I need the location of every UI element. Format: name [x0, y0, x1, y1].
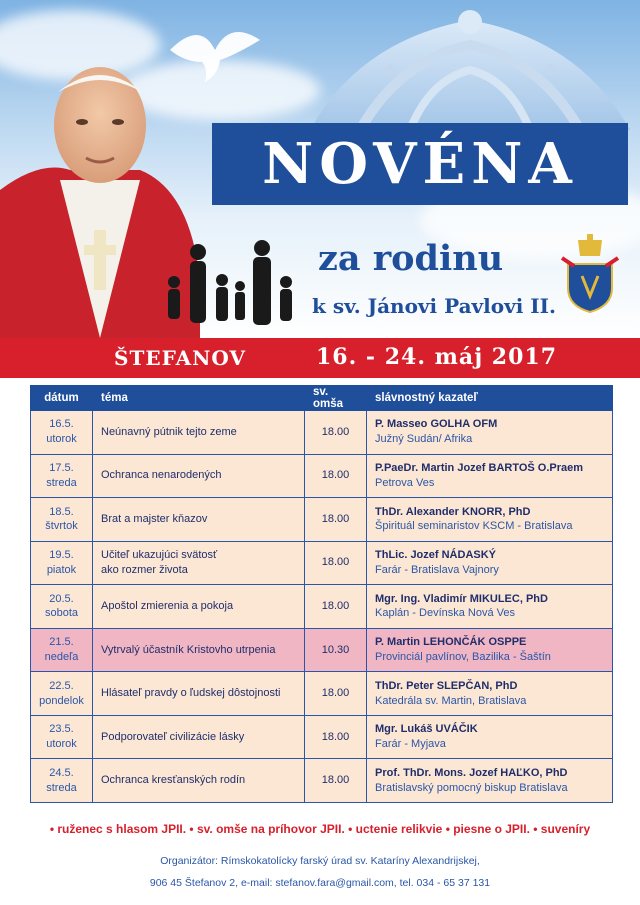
organizer-line: Organizátor: Rímskokatolícky farský úrad sv. Kataríny Alexandrijskej, [160, 855, 480, 867]
topic-cell [93, 585, 305, 629]
date-cell [31, 585, 93, 629]
crown-illustration [300, 0, 640, 130]
preacher-cell [367, 541, 613, 585]
date-cell [31, 628, 93, 672]
table-row [31, 541, 613, 585]
main-title: NOVÉNA [262, 131, 578, 197]
preacher-name: Mgr. Lukáš UVÁČIK [375, 723, 478, 736]
table-row [31, 585, 613, 629]
mass-time: 18.00 [305, 498, 367, 542]
date: 19.5. [49, 549, 74, 562]
location-label: ŠTEFANOV [114, 346, 246, 370]
activities-line: • ruženec s hlasom JPII. • sv. omše na príhovor JPII. • uctenie relikvie • piesne o JPII. • suveníry [49, 822, 591, 836]
preacher-name: P. Masseo GOLHA OFM [375, 418, 498, 431]
preacher-name: ThLic. Jozef NÁDASKÝ [375, 549, 497, 562]
preacher-cell [367, 585, 613, 629]
weekday: streda [46, 476, 77, 489]
table-row [31, 715, 613, 759]
date: 21.5. [49, 636, 74, 649]
preacher-cell [367, 498, 613, 542]
title-banner [212, 123, 628, 205]
topic-cell [93, 672, 305, 716]
topic-cell [93, 454, 305, 498]
schedule-table [30, 385, 613, 803]
preacher-role: Petrova Ves [375, 476, 435, 489]
preacher-name: ThDr. Alexander KNORR, PhD [375, 505, 531, 518]
topic: Ochranca nenarodených [101, 469, 222, 482]
date: 17.5. [49, 461, 74, 474]
mass-time: 18.00 [305, 411, 367, 455]
date-cell [31, 672, 93, 716]
preacher-name: Mgr. Ing. Vladimír MIKULEC, PhD [375, 592, 548, 605]
subtitle-line1: za rodinu [318, 238, 504, 279]
date-range: 16. - 24. máj 2017 [316, 344, 558, 370]
table-row [31, 498, 613, 542]
header-date: dátum [31, 386, 93, 411]
family-silhouette [160, 236, 302, 330]
date: 23.5. [49, 723, 74, 736]
contact-line: 906 45 Štefanov 2, e-mail: stefanov.fara@gmail.com, tel. 034 - 65 37 131 [149, 877, 491, 889]
preacher-cell [367, 628, 613, 672]
weekday: štvrtok [45, 520, 78, 533]
date-cell [31, 454, 93, 498]
hero-banner [0, 0, 640, 338]
topic: Učiteľ ukazujúci svätosť [101, 549, 218, 562]
date: 22.5. [49, 679, 74, 692]
preacher-cell [367, 672, 613, 716]
mass-time: 18.00 [305, 541, 367, 585]
mass-time: 18.00 [305, 672, 367, 716]
preacher-role: Farár - Myjava [375, 738, 446, 751]
table-row [31, 759, 613, 803]
preacher-role: Kaplán - Devínska Nová Ves [375, 607, 516, 620]
date: 16.5. [49, 418, 74, 431]
table-row [31, 672, 613, 716]
date: 18.5. [49, 505, 74, 518]
table-header-row [31, 386, 613, 411]
preacher-role: Južný Sudán/ Afrika [375, 433, 473, 446]
date: 24.5. [49, 766, 74, 779]
coat-of-arms-icon [560, 234, 620, 314]
subtitle-line2: k sv. Jánovi Pavlovi II. [312, 294, 556, 318]
mass-time: 18.00 [305, 585, 367, 629]
mass-time: 10.30 [305, 628, 367, 672]
topic: Ochranca kresťanských rodín [101, 774, 246, 787]
preacher-cell [367, 454, 613, 498]
date-cell [31, 759, 93, 803]
preacher-role: Farár - Bratislava Vajnory [375, 563, 499, 576]
preacher-name: P.PaeDr. Martin Jozef BARTOŠ O.Praem [375, 461, 584, 474]
preacher-name: Prof. ThDr. Mons. Jozef HAĽKO, PhD [375, 766, 568, 779]
weekday: sobota [44, 607, 79, 620]
preacher-role: Bratislavský pomocný biskup Bratislava [375, 781, 568, 794]
weekday: nedeľa [44, 651, 79, 663]
topic-cell [93, 715, 305, 759]
table-row-highlighted [31, 628, 613, 672]
preacher-role: Špirituál seminaristov KSCM - Bratislava [375, 520, 573, 533]
preacher-role: Provinciál pavlínov, Bazilika - Šaštín [375, 651, 551, 663]
preacher-name: ThDr. Peter SLEPČAN, PhD [375, 679, 518, 692]
topic-cell [93, 498, 305, 542]
header-topic: téma [93, 386, 305, 411]
date-cell [31, 715, 93, 759]
location-date-band [0, 338, 640, 378]
date-cell [31, 541, 93, 585]
topic: Hlásateľ pravdy o ľudskej dôstojnosti [101, 687, 281, 700]
table-row [31, 411, 613, 455]
weekday: utorok [46, 433, 77, 446]
topic-cell [93, 759, 305, 803]
date-cell [31, 498, 93, 542]
date-cell [31, 411, 93, 455]
topic: Vytrvalý účastník Kristovho utrpenia [101, 643, 276, 656]
topic: Brat a majster kňazov [101, 512, 208, 525]
topic: Apoštol zmierenia a pokoja [101, 600, 234, 613]
weekday: streda [46, 781, 77, 794]
topic-cell [93, 541, 305, 585]
preacher-cell [367, 411, 613, 455]
weekday: piatok [46, 563, 77, 576]
table-row [31, 454, 613, 498]
header-preacher: slávnostný kazateľ [367, 386, 613, 411]
mass-time: 18.00 [305, 715, 367, 759]
topic-continued: ako rozmer života [101, 563, 188, 576]
weekday: pondelok [39, 694, 84, 707]
preacher-name: P. Martin LEHONČÁK OSPPE [375, 636, 527, 649]
header-mass: sv. omša [305, 386, 367, 411]
preacher-cell [367, 715, 613, 759]
weekday: utorok [46, 738, 77, 751]
date: 20.5. [49, 592, 74, 605]
mass-time: 18.00 [305, 759, 367, 803]
topic: Podporovateľ civilizácie lásky [101, 730, 245, 743]
preacher-role: Katedrála sv. Martin, Bratislava [375, 694, 527, 707]
mass-time: 18.00 [305, 454, 367, 498]
topic: Neúnavný pútnik tejto zeme [101, 425, 237, 438]
topic-cell [93, 411, 305, 455]
topic-cell [93, 628, 305, 672]
preacher-cell [367, 759, 613, 803]
